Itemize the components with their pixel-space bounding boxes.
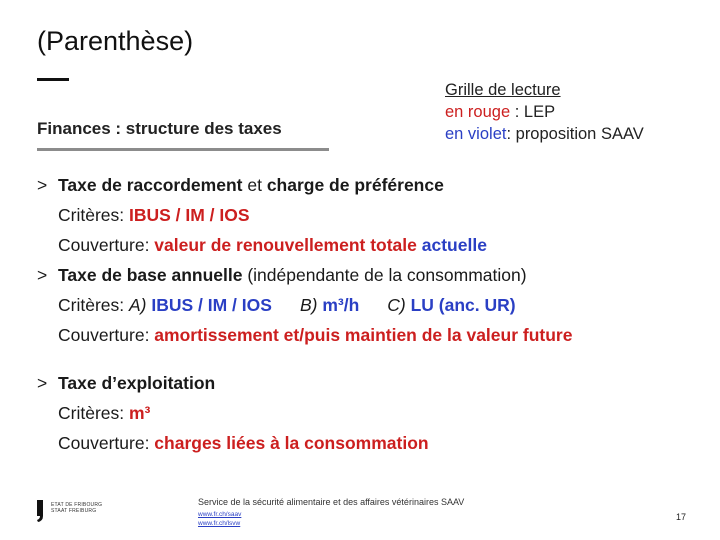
footer-link-2[interactable]: www.fr.ch/lsvw [198,520,241,527]
tax2-criteria-line [37,290,572,320]
tax2-coverage-line [37,320,572,350]
slide-body [37,170,572,458]
logo-line-2: STAAT FREIBURG [51,508,97,514]
tax3-criteria-value: m³ [128,403,151,423]
tax1-title-mid: et [242,175,267,195]
tax3-criteria-line [37,398,572,428]
criteria-label: Critères: [58,403,129,423]
canton-logo-text [51,502,102,514]
criterion-c-label: C) [387,295,411,315]
tax1-criteria-value: IBUS / IM / IOS [128,205,250,225]
criterion-b-value: m³/h [322,295,360,315]
subtitle-rule [37,148,329,151]
section-gap [37,350,572,368]
coverage-label: Couverture: [58,325,155,345]
tax1-coverage-line [37,230,572,260]
title-dash [37,78,69,81]
coverage-label: Couverture: [58,235,155,255]
bullet-marker: > [37,373,48,393]
reading-legend [445,79,644,145]
page-number: 17 [676,512,687,522]
legend-heading: Grille de lecture [445,81,561,99]
criteria-label: Critères: [58,295,129,315]
footer-service: Service de la sécurité alimentaire et des affaires vétérinaires SAAV [198,497,465,507]
tax1-title: Taxe de raccordement [58,175,243,195]
tax3-coverage-line [37,428,572,458]
tax2-title: Taxe de base annuelle [58,265,243,285]
criterion-a-label: A) [128,295,152,315]
logo-line-1: ETAT DE FRIBOURG [51,502,103,508]
tax1-coverage-violet: actuelle [416,235,487,255]
legend-violet-label: en violet [445,125,507,143]
slide-title: (Parenthèse) [37,26,194,56]
canton-logo-icon [37,500,45,522]
tax2-coverage-red: amortissement et/puis maintien de la valeur future [154,325,573,345]
slide-subtitle: Finances : structure des taxes [37,119,282,138]
tax1-title-2: charge de préférence [266,175,444,195]
legend-violet-rest: : proposition SAAV [506,125,644,143]
criterion-c-value: LU (anc. UR) [410,295,516,315]
tax2-title-line [37,260,572,290]
footer-link-1[interactable]: www.fr.ch/saav [198,511,242,518]
criterion-b-label: B) [299,295,323,315]
legend-red-label: en rouge [445,103,511,121]
tax1-criteria-line [37,200,572,230]
bullet-marker: > [37,265,48,285]
tax3-title-line [37,368,572,398]
tax2-title-rest: (indépendante de la consommation) [242,265,527,285]
tax3-title: Taxe d’exploitation [58,373,216,393]
criterion-a-value: IBUS / IM / IOS [151,295,272,315]
tax1-title-line [37,170,572,200]
tax1-coverage-red: valeur de renouvellement totale [154,235,417,255]
legend-red-line [445,101,644,123]
coverage-label: Couverture: [58,433,155,453]
legend-violet-line [445,123,644,145]
tax3-coverage-red: charges liées à la consommation [154,433,429,453]
legend-red-rest: : LEP [510,103,556,121]
criteria-label: Critères: [58,205,129,225]
bullet-marker: > [37,175,48,195]
